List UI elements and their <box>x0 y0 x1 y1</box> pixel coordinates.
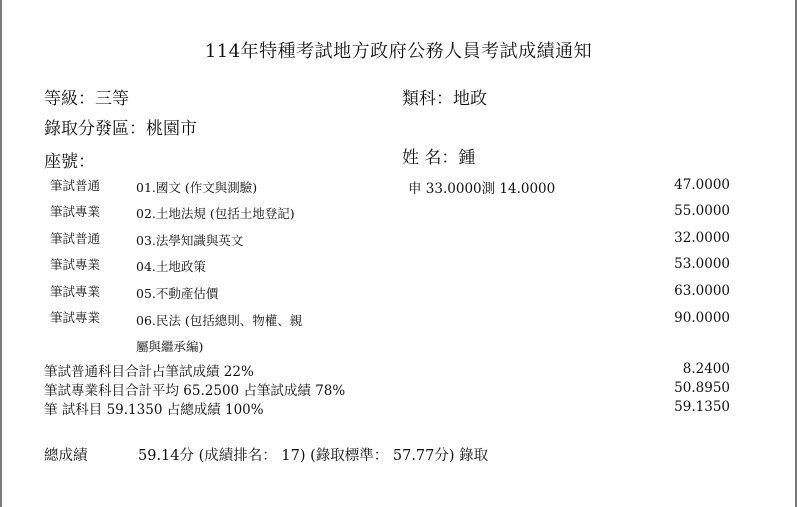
subject-name: 03.法學知識與英文 <box>136 233 244 248</box>
subject-score: 32.0000 <box>674 230 730 246</box>
subject-name: 01.國文 (作文與測驗) <box>136 180 258 195</box>
region-field: 錄取分發區：桃園市 <box>44 119 197 139</box>
subject-name: 05.不動產估價 <box>136 286 219 301</box>
summary-label: 筆 試科目 59.1350 占總成績 100% <box>44 402 264 418</box>
subject-name: 06.民法 (包括總則、物權、親 <box>136 313 303 328</box>
subject-score: 53.0000 <box>674 256 730 272</box>
category-field: 類科：地政 <box>402 89 487 109</box>
summary-score: 59.1350 <box>674 399 730 415</box>
subject-type: 筆試專業 <box>50 284 101 299</box>
page-title: 114年特種考試地方政府公務人員考試成績通知 <box>204 41 593 62</box>
subject-score: 90.0000 <box>674 310 730 326</box>
subject-name: 04.土地政策 <box>136 259 206 274</box>
subject-name: 02.土地法規 (包括土地登記) <box>136 206 295 221</box>
subject-score: 55.0000 <box>674 203 730 219</box>
subject-type: 筆試普通 <box>50 231 101 246</box>
subject-type: 筆試專業 <box>50 204 101 219</box>
subject-type: 筆試專業 <box>50 257 101 272</box>
total-result: 59.14分 (成績排名： 17) (錄取標準： 57.77分) 錄取 <box>138 448 489 464</box>
total-label: 總成績 <box>44 448 88 464</box>
subject-type: 筆試專業 <box>50 310 101 325</box>
summary-label: 筆試普通科目合計占筆試成績 22% <box>44 364 254 380</box>
summary-label: 筆試專業科目合計平均 65.2500 占筆試成績 78% <box>44 383 346 399</box>
summary-score: 8.2400 <box>682 361 730 377</box>
seat-number-field: 座號： <box>44 152 95 172</box>
grade-field: 等級：三等 <box>44 89 129 109</box>
name-field: 姓 名：鍾 <box>402 148 476 168</box>
subject-score: 63.0000 <box>674 283 730 299</box>
subject-detail: 申 33.0000測 14.0000 <box>408 181 556 197</box>
subject-type: 筆試普通 <box>50 178 101 193</box>
subject-score: 47.0000 <box>674 177 730 193</box>
summary-score: 50.8950 <box>674 380 730 396</box>
subject-name-continued: 屬與繼承編) <box>136 339 204 354</box>
